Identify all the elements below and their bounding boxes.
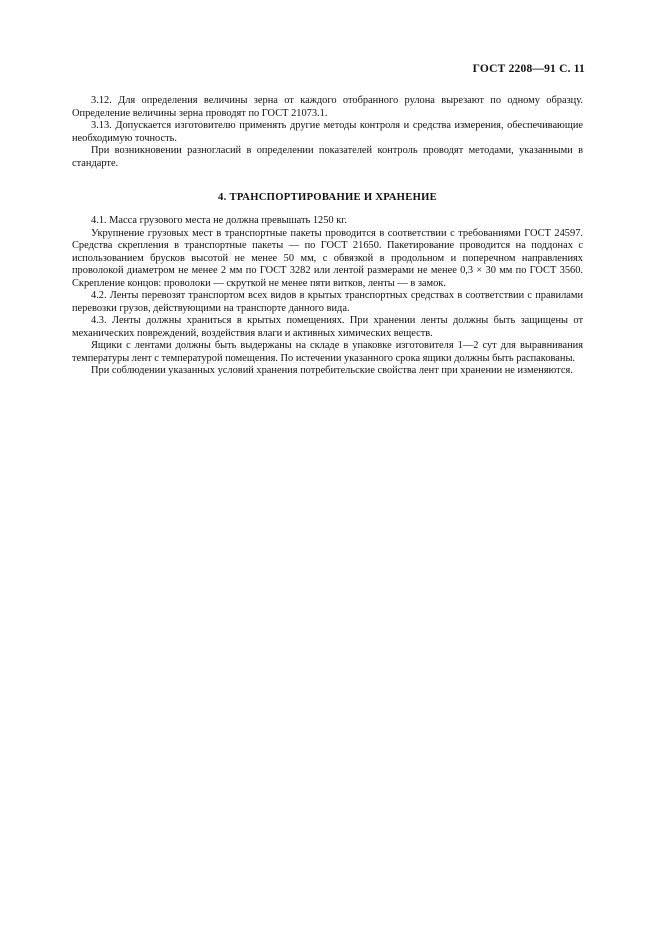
paragraph-packaging: Укрупнение грузовых мест в транспортные пакеты проводится в соответствии с требованиями ГОСТ 24597. Средства скрепления в транспортные пакеты — по ГОСТ 21650. Пакетирование проводится на поддонах с использованием брусков высотой не менее 50 мм, с обвязкой в продольном и поперечном направлениях проволокой диаметром не менее 2 мм по ГОСТ 3282 или лентой размерами не менее 0,3 × 30 мм по ГОСТ 3560. Скрепление концов: проволоки — скруткой не менее пяти витков, ленты — в замок. — [72, 227, 583, 289]
running-header: ГОСТ 2208—91 С. 11 — [472, 63, 585, 75]
document-body — [72, 95, 583, 378]
section-title-transport-storage: 4. ТРАНСПОРТИРОВАНИЕ И ХРАНЕНИЕ — [217, 192, 438, 203]
clause-3-12: 3.12. Для определения величины зерна от каждого отобранного рулона вырезают по одному образцу. Определение величины зерна проводят по ГОСТ 21073.1. — [72, 95, 583, 119]
clause-4-2: 4.2. Ленты перевозят транспортом всех видов в крытых транспортных средствах в соответствии с правилами перевозки грузов, действующими на транспорте данного вида. — [72, 290, 583, 314]
paragraph-storage-conditions: При соблюдении указанных условий хранения потребительские свойства лент при хранении не изменяются. — [91, 365, 573, 376]
clause-4-1: 4.1. Масса грузового места не должна превышать 1250 кг. — [91, 215, 347, 226]
clause-4-3: 4.3. Ленты должны храниться в крытых помещениях. При хранении ленты должны быть защищены от механических повреждений, воздействия влаги и активных химических веществ. — [72, 315, 583, 339]
paragraph-disputes: При возникновении разногласий в определении показателей контроль проводят методами, указанными в стандарте. — [72, 145, 583, 169]
clause-3-13: 3.13. Допускается изготовителю применять другие методы контроля и средства измерения, обеспечивающие необходимую точность. — [72, 120, 583, 144]
paragraph-boxes: Ящики с лентами должны быть выдержаны на складе в упаковке изготовителя 1—2 сут для выравнивания температуры лент с температурой помещения. По истечении указанного срока ящики должны быть распакованы. — [72, 340, 583, 364]
